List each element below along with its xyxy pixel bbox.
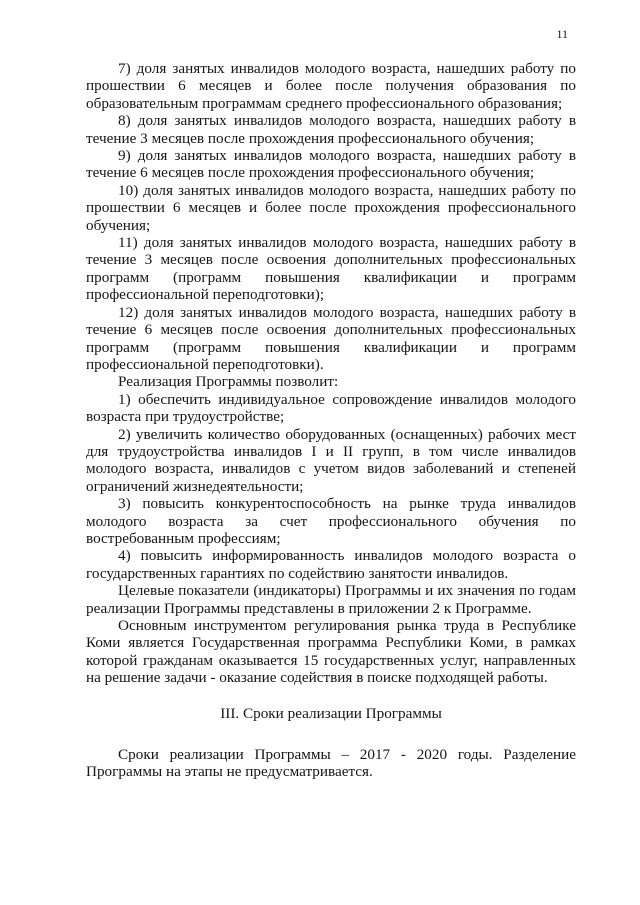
paragraph-indicator-10: 10) доля занятых инвалидов молодого возраста, нашедших работу по прошествии 6 месяцев и более после прохождения профессионального обучения;: [86, 181, 576, 234]
paragraph-program-intro: Реализация Программы позволит:: [118, 373, 339, 391]
paragraph-outcome-2: 2) увеличить количество оборудованных (оснащенных) рабочих мест для трудоустройства инвалидов I и II групп, в том числе инвалидов молодого возраста, инвалидов с учетом видов заболеваний и степеней ограничений жизнедеятельности;: [86, 425, 576, 495]
paragraph-target-indicators: Целевые показатели (индикаторы) Программы и их значения по годам реализации Программы представлены в приложении 2 к Программе.: [86, 582, 576, 617]
paragraph-implementation-period: Сроки реализации Программы – 2017 - 2020 годы. Разделение Программы на этапы не предусматривается.: [86, 746, 576, 781]
section-heading: III. Сроки реализации Программы: [220, 704, 442, 722]
paragraph-outcome-3: 3) повысить конкурентоспособность на рынке труда инвалидов молодого возраста за счет профессионального обучения по востребованным профессиям;: [86, 495, 576, 547]
paragraph-indicator-11: 11) доля занятых инвалидов молодого возраста, нашедших работу в течение 3 месяцев после освоения дополнительных профессиональных программ (программ повышения квалификации и программ профессиональной переподготовки);: [86, 234, 576, 304]
page-number: 11: [556, 27, 568, 41]
paragraph-indicator-9: 9) доля занятых инвалидов молодого возраста, нашедших работу в течение 6 месяцев после прохождения профессионального обучения;: [86, 147, 576, 182]
paragraph-outcome-4: 4) повысить информированность инвалидов молодого возраста о государственных гарантиях по содействию занятости инвалидов.: [86, 547, 576, 582]
document-body: [86, 60, 576, 781]
paragraph-main-instrument: Основным инструментом регулирования рынка труда в Республике Коми является Государственная программа Республики Коми, в рамках которой гражданам оказывается 15 государственных услуг, направленных на решение задачи - оказание содействия в поиске подходящей работы.: [86, 617, 576, 687]
paragraph-indicator-7: 7) доля занятых инвалидов молодого возраста, нашедших работу по прошествии 6 месяцев и более после получения образования по образовательным программам среднего профессионального образования;: [86, 60, 576, 112]
paragraph-indicator-8: 8) доля занятых инвалидов молодого возраста, нашедших работу в течение 3 месяцев после прохождения профессионального обучения;: [86, 112, 576, 147]
paragraph-outcome-1: 1) обеспечить индивидуальное сопровождение инвалидов молодого возраста при трудоустройстве;: [86, 390, 576, 426]
paragraph-indicator-12: 12) доля занятых инвалидов молодого возраста, нашедших работу в течение 6 месяцев после освоения дополнительных профессиональных программ (программ повышения квалификации и программ профессиональной переподготовки).: [86, 303, 576, 373]
